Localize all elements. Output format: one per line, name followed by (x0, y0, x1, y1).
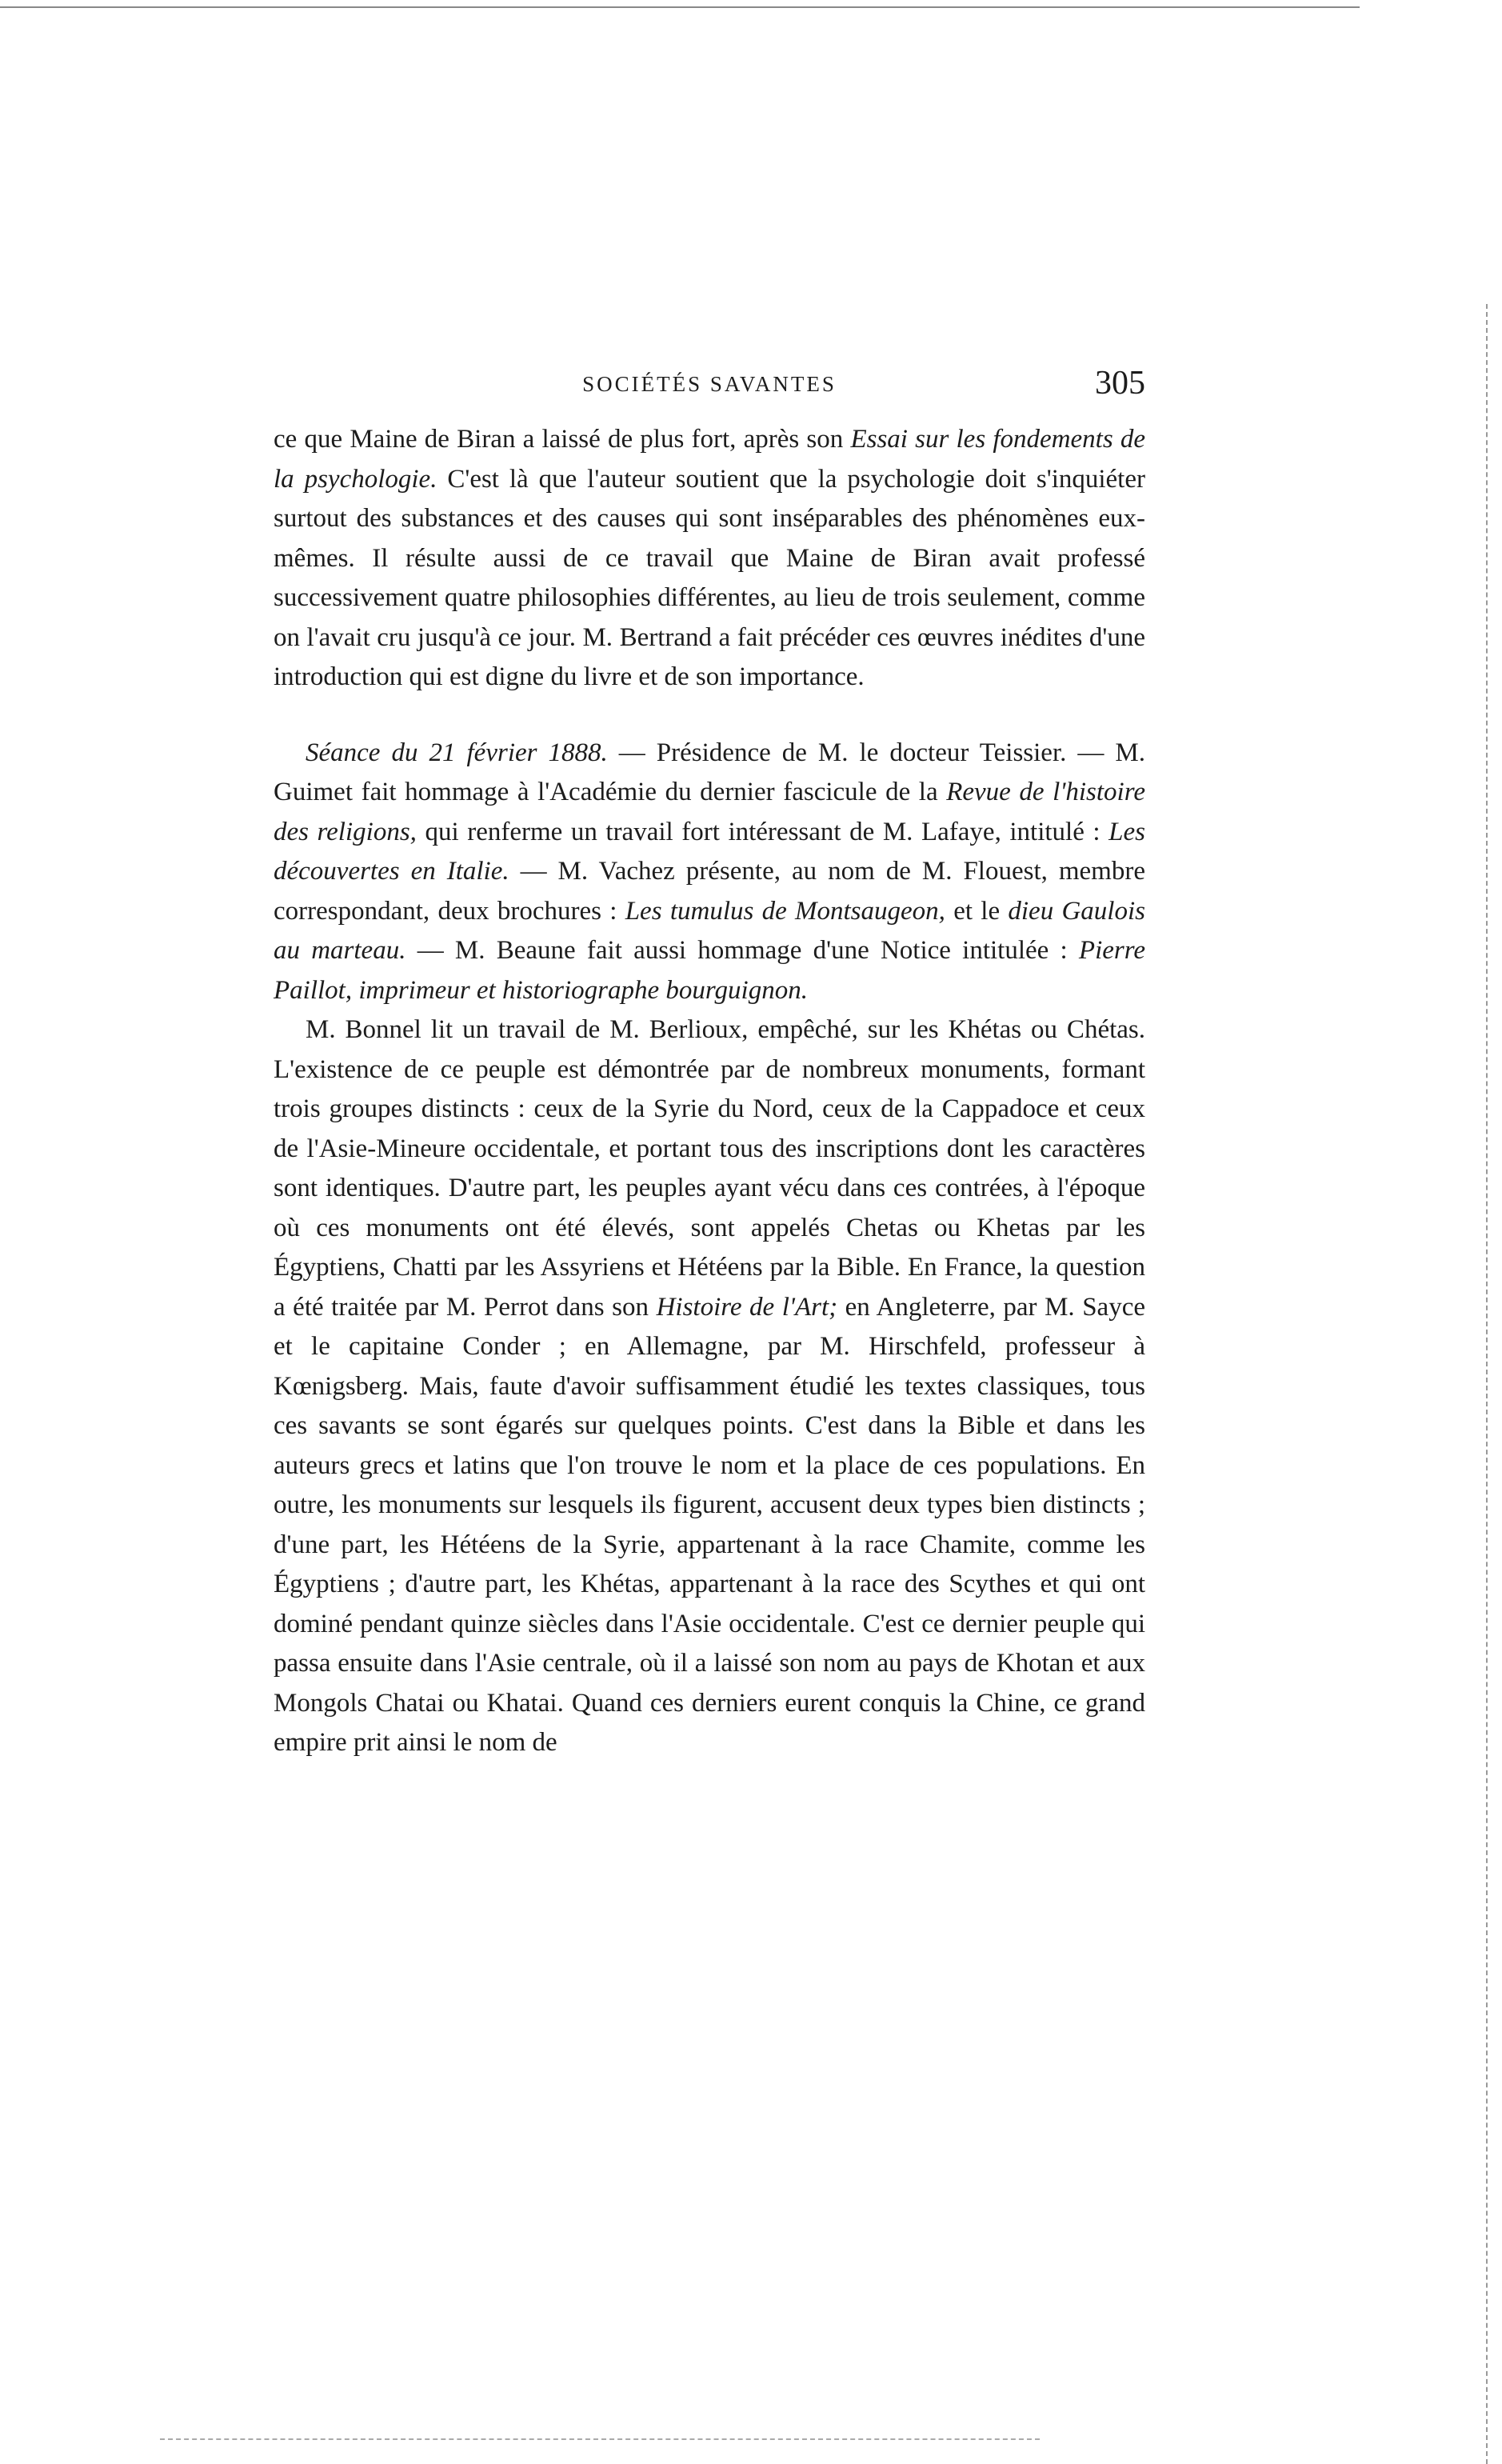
text-run: ce que Maine de Biran a laissé de plus fort, après son (274, 425, 851, 454)
paragraph-khetas (274, 1010, 1145, 1763)
italic-title: Les découvertes en Italie. (274, 817, 1145, 886)
italic-title: Essai sur les fondements de la psychologie. (274, 425, 1145, 494)
text-run: qui renferme un travail fort intéressant de M. Lafaye, intitulé : (416, 817, 1109, 846)
text-run: — M. Beaune fait aussi hommage d'une Notice intitulée : (405, 936, 1079, 965)
text-run: M. Bonnel lit un travail de M. Berlioux, empêché, sur les Khétas ou Chétas. L'existence de ce peuple est démontrée par de nombreux monuments, formant trois groupes distincts : ceux de la Syrie du Nord, ceux de la Cappadoce et ceux de l'Asie-Mineure occidentale, et portant tous des inscriptions dont les caractères sont identiques. D'autre part, les peuples ayant vécu dans ces contrées, à l'époque où ces monuments ont été élevés, sont appelés Chetas ou Khetas par les Égyptiens, Chatti par les Assyriens et Hétéens par la Bible. En France, la question a été traitée par M. Perrot dans son (274, 1015, 1145, 1322)
italic-title: Revue de l'histoire des religions, (274, 778, 1145, 846)
scan-edge-right (1486, 304, 1488, 2464)
text-run: — M. Vachez présente, au nom de M. Flouest, membre correspondant, deux brochures : (274, 857, 1145, 926)
paragraph-continuation (274, 420, 1145, 698)
text-run: en Angleterre, par M. Sayce et le capitaine Conder ; en Allemagne, par M. Hirschfeld, professeur à Kœnigsberg. Mais, faute d'avoir suffisamment étudié les textes classiques, tous ces savants se sont égarés sur quelques points. C'est dans la Bible et dans les auteurs grecs et latins que l'on trouve le nom et la place de ces populations. En outre, les monuments sur lesquels ils figurent, accusent deux types bien distincts ; d'une part, les Hétéens de la Syrie, appartenant à la race Chamite, comme les Égyptiens ; d'autre part, les Khétas, appartenant à la race des Scythes et qui ont dominé pendant quinze siècles dans l'Asie occidentale. C'est ce dernier peuple qui passa ensuite dans l'Asie centrale, où il a laissé son nom au pays de Khotan et aux Mongols Chatai ou Khatai. Quand ces derniers eurent conquis la Chine, ce grand empire prit ainsi le nom de (274, 1292, 1145, 1757)
page-number: 305 (1095, 365, 1145, 402)
italic-title: Histoire de l'Art; (656, 1292, 838, 1322)
italic-title: Les tumulus de Montsaugeon, (625, 896, 945, 926)
italic-title: dieu Gaulois au marteau. (274, 896, 1145, 965)
text-run: C'est là que l'auteur soutient que la psychologie doit s'inquiéter surtout des substances et des causes qui sont inséparables des phénomènes eux-mêmes. Il résulte aussi de ce travail que Maine de Biran avait professé successivement quatre philosophies différentes, au lieu de trois seulement, comme on l'avait cru jusqu'à ce jour. M. Bertrand a fait précéder ces œuvres inédites d'une introduction qui est digne du livre et de son importance. (274, 464, 1145, 691)
italic-title: Pierre Paillot, imprimeur et historiographe bourguignon. (274, 936, 1145, 1005)
running-head (274, 364, 1145, 420)
scan-edge-bottom (160, 2438, 1040, 2440)
scan-edge-top (0, 6, 1360, 8)
session-date: Séance du 21 février 1888. (306, 738, 608, 767)
text-run: et le (945, 896, 1009, 926)
book-page (274, 364, 1145, 1763)
page-title: SOCIÉTÉS SAVANTES (582, 372, 837, 396)
text-run: — Présidence de M. le docteur Teissier. — M. Guimet fait hommage à l'Académie du dernier fascicule de la (274, 738, 1145, 806)
paragraph-seance (274, 734, 1145, 1011)
